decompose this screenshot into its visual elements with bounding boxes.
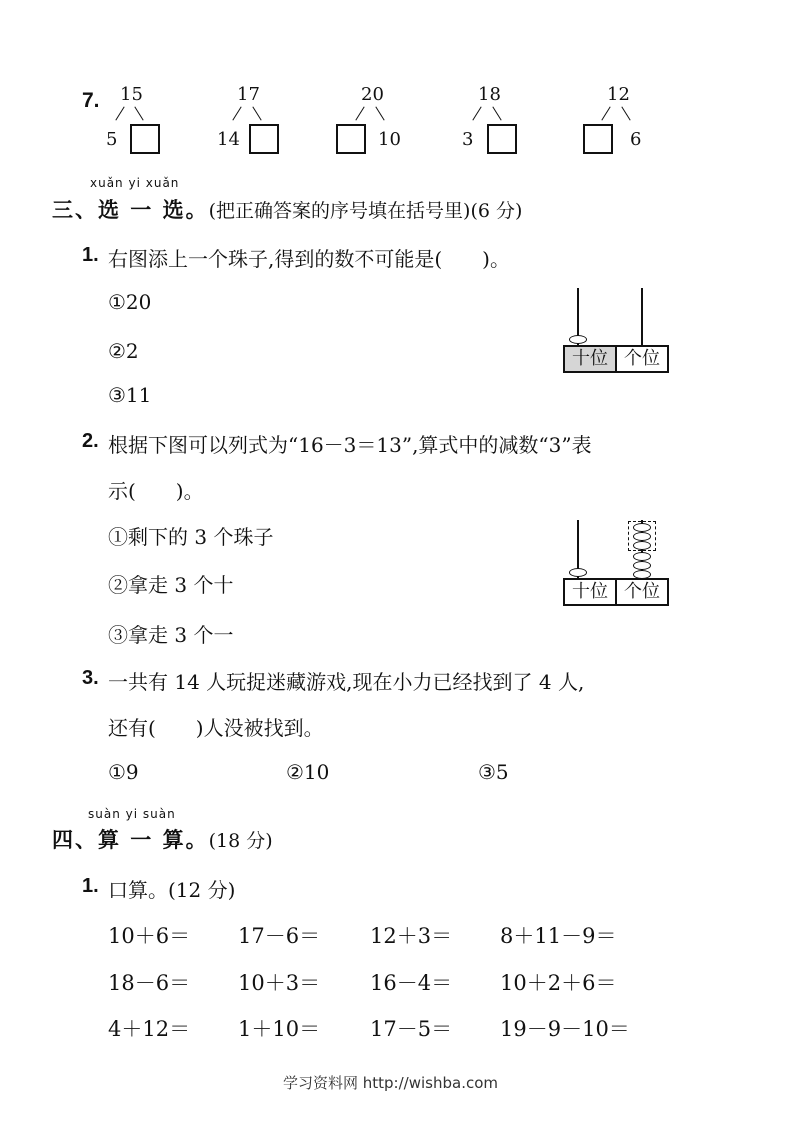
subquestion-number: 1.: [82, 875, 99, 897]
option-2[interactable]: ②拿走 3 个十: [108, 573, 234, 597]
calc-item[interactable]: 16－4＝: [370, 971, 453, 995]
calc-item[interactable]: 10＋2＋6＝: [500, 971, 617, 995]
section3-dot: 。: [185, 197, 209, 222]
question-text-line1: 一共有 14 人玩捉迷藏游戏,现在小力已经找到了 4 人,: [108, 670, 585, 694]
section3-note: (把正确答案的序号填在括号里)(6 分): [208, 200, 523, 222]
footer-watermark: 学习资料网 http://wishba.com: [283, 1074, 498, 1092]
q7-number: 7.: [82, 89, 100, 112]
abacus-base: [563, 345, 669, 373]
bond-part-left: 5: [106, 129, 118, 150]
ones-label: 个位: [624, 348, 660, 369]
calc-item[interactable]: 10＋3＝: [238, 971, 321, 995]
section4-note: (18 分): [208, 830, 273, 852]
option-3[interactable]: ③5: [478, 760, 509, 784]
calc-item[interactable]: 17－6＝: [238, 924, 321, 948]
section3-title: 三、选 一 选: [52, 197, 186, 222]
answer-box[interactable]: [249, 124, 279, 154]
section4-heading: [52, 824, 273, 854]
option-2[interactable]: ②2: [108, 339, 139, 363]
calc-item[interactable]: 10＋6＝: [108, 924, 191, 948]
question-text-line1: 根据下图可以列式为“16－3＝13”,算式中的减数“3”表: [108, 433, 592, 457]
bond-part-right: 6: [630, 129, 642, 150]
option-1[interactable]: ①20: [108, 290, 152, 314]
section4-pinyin: suàn yi suàn: [88, 807, 176, 821]
ones-label: 个位: [624, 581, 660, 602]
bond-line-right: [375, 106, 384, 120]
bond-total: 18: [478, 84, 501, 105]
bond-total: 15: [120, 84, 143, 105]
calc-item[interactable]: 4＋12＝: [108, 1017, 191, 1041]
tens-label: 十位: [565, 347, 617, 371]
bond-line-left: [472, 106, 481, 120]
answer-box[interactable]: [336, 124, 366, 154]
bond-total: 20: [361, 84, 384, 105]
bond-part-left: 14: [217, 129, 240, 150]
bead: [633, 552, 651, 561]
removed-bead: [633, 541, 651, 550]
bond-line-right: [134, 106, 143, 120]
bond-part-right: 10: [378, 129, 401, 150]
option-3[interactable]: ③拿走 3 个一: [108, 623, 234, 647]
section3-pinyin: xuǎn yi xuǎn: [90, 176, 180, 190]
answer-box[interactable]: [583, 124, 613, 154]
abacus-base: [563, 578, 669, 606]
question-text: 右图添上一个珠子,得到的数不可能是( )。: [108, 247, 510, 271]
bead: [633, 561, 651, 570]
removed-bead: [633, 532, 651, 541]
bond-total: 12: [607, 84, 630, 105]
option-3[interactable]: ③11: [108, 383, 152, 407]
bead: [569, 335, 587, 344]
section4-title: 四、算 一 算: [52, 827, 186, 852]
answer-box[interactable]: [130, 124, 160, 154]
calc-item[interactable]: 1＋10＝: [238, 1017, 321, 1041]
bond-line-left: [115, 106, 124, 120]
question-number: 2.: [82, 430, 99, 452]
ones-rod: [641, 288, 643, 346]
calc-item[interactable]: 12＋3＝: [370, 924, 453, 948]
calc-item[interactable]: 18－6＝: [108, 971, 191, 995]
bond-line-right: [252, 106, 261, 120]
bond-part-left: 3: [462, 129, 474, 150]
bond-line-right: [492, 106, 501, 120]
tens-label: 十位: [565, 580, 617, 604]
question-text-line2: 还有( )人没被找到。: [108, 716, 324, 740]
answer-box[interactable]: [487, 124, 517, 154]
bond-line-right: [621, 106, 630, 120]
option-2[interactable]: ②10: [286, 760, 330, 784]
option-1[interactable]: ①9: [108, 760, 139, 784]
section3-heading: [52, 194, 522, 224]
calc-item[interactable]: 8＋11－9＝: [500, 924, 617, 948]
bond-total: 17: [237, 84, 260, 105]
calc-item[interactable]: 19－9－10＝: [500, 1017, 630, 1041]
bond-line-left: [355, 106, 364, 120]
subquestion-text: 口算。(12 分): [108, 878, 236, 902]
bond-line-left: [601, 106, 610, 120]
calc-item[interactable]: 17－5＝: [370, 1017, 453, 1041]
question-number: 3.: [82, 667, 99, 689]
option-1[interactable]: ①剩下的 3 个珠子: [108, 525, 274, 549]
removed-bead: [633, 523, 651, 532]
bead: [569, 568, 587, 577]
question-text-line2: 示( )。: [108, 479, 204, 503]
bond-line-left: [232, 106, 241, 120]
section4-dot: 。: [185, 827, 209, 852]
question-number: 1.: [82, 244, 99, 266]
